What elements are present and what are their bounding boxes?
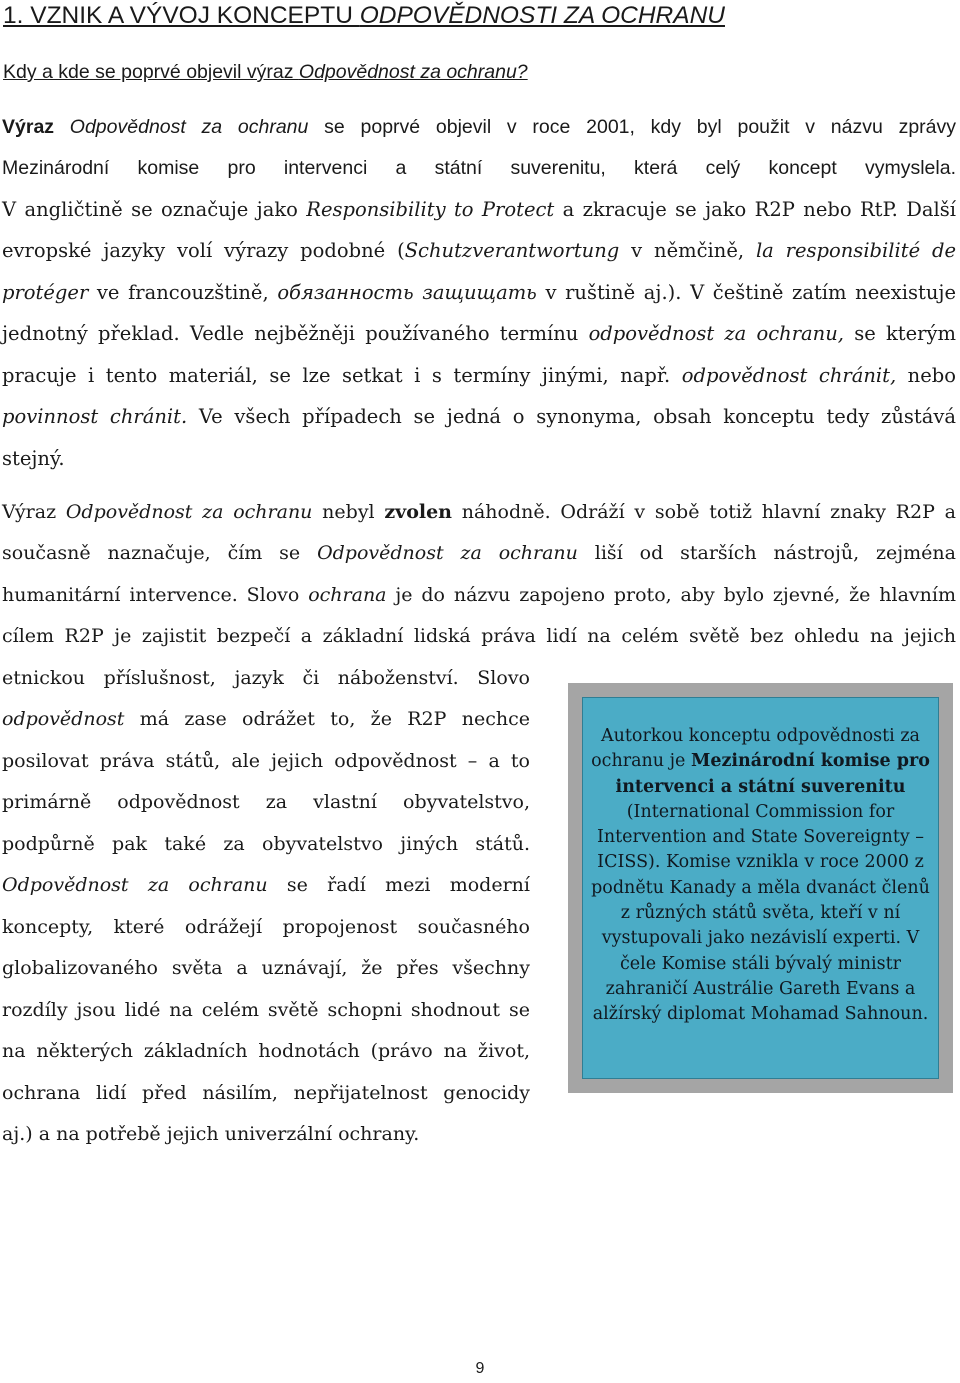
para2-line-10: Odpovědnost za ochranu se řadí mezi moderní xyxy=(2,874,530,896)
para1-line-2: Mezinárodní komise pro intervenci a státní suverenitu, která celý koncept vymyslela. xyxy=(2,157,956,179)
section-subheading: Kdy a kde se poprvé objevil výraz Odpovědnost za ochranu? xyxy=(3,61,528,83)
para1-line-8: povinnost chránit. Ve všech případech se jedná o synonyma, obsah konceptu tedy zůstává xyxy=(2,405,956,428)
para1-line-1: Výraz Odpovědnost za ochranu se poprvé objevil v roce 2001, kdy byl použit v názvu zprávy xyxy=(2,116,956,138)
para2-line-9: podpůrně pak také za obyvatelstvo jiných států. xyxy=(2,833,530,855)
para2-line-6: odpovědnost má zase odrážet to, že R2P nechce xyxy=(2,708,530,730)
para2-line-4: cílem R2P je zajistit bezpečí a základní lidská práva lidí na celém světě bez ohledu na jejich xyxy=(2,625,956,647)
para2-line-8: primárně odpovědnost za vlastní obyvatelstvo, xyxy=(2,791,530,813)
para2-line-14: na některých základních hodnotách (právo na život, xyxy=(2,1040,530,1062)
para2-line-13: rozdíly jsou lidé na celém světě schopni shodnout se xyxy=(2,999,530,1021)
para2-line-11: koncepty, které odrážejí propojenost současného xyxy=(2,916,530,938)
para2-line-3: humanitární intervence. Slovo ochrana je do názvu zapojeno proto, aby bylo zjevné, že hlavním xyxy=(2,584,956,606)
para2-line-1: Výraz Odpovědnost za ochranu nebyl zvolen náhodně. Odráží v sobě totiž hlavní znaky R2P a xyxy=(2,501,956,523)
para2-line-15: ochrana lidí před násilím, nepřijatelnost genocidy xyxy=(2,1082,530,1104)
para2-line-16: aj.) a na potřebě jejich univerzální ochrany. xyxy=(2,1123,420,1145)
info-box xyxy=(568,683,953,1093)
para2-line-12: globalizovaného světa a uznávají, že přes všechny xyxy=(2,957,530,979)
page-title: 1. VZNIK A VÝVOJ KONCEPTU ODPOVĚDNOSTI ZA OCHRANU xyxy=(3,2,725,29)
para1-line-6: jednotný překlad. Vedle nejběžněji používaného termínu odpovědnost za ochranu, se kterým xyxy=(2,322,956,345)
para1-line-3: V angličtině se označuje jako Responsibility to Protect a zkracuje se jako R2P nebo RtP. Další xyxy=(2,198,956,221)
para1-line-9: stejný. xyxy=(2,447,65,470)
para1-line-4: evropské jazyky volí výrazy podobné (Schutzverantwortung v němčině, la responsibilité de xyxy=(2,239,956,262)
page-number: 9 xyxy=(475,1360,485,1377)
para2-line-2: současně naznačuje, čím se Odpovědnost za ochranu liší od starších nástrojů, zejména xyxy=(2,542,956,564)
para2-line-5: etnickou příslušnost, jazyk či náboženství. Slovo xyxy=(2,667,530,689)
para2-line-7: posilovat práva států, ale jejich odpovědnost – a to xyxy=(2,750,530,772)
para1-line-5: protéger ve francouzštině, обязанность защищать v ruštině aj.). V češtině zatím neexistuje xyxy=(2,281,957,304)
info-box-content: Autorkou konceptu odpovědnosti za ochranu je Mezinárodní komise pro intervenci a státní suverenitu (International Commission for Intervention and State Sovereignty – ICISS). Komise vznikla v roce 2000 z podnětu Kanady a měla dvanáct členů z různých států světa, kteří v ní vystupovali jako nezávislí experti. V čele Komise stáli bývalý ministr zahraničí Austrálie Gareth Evans a alžírský diplomat Mohamad Sahnoun. xyxy=(582,697,939,1079)
para1-line-7: pracuje i tento materiál, se lze setkat i s termíny jinými, např. odpovědnost chránit, nebo xyxy=(2,364,956,387)
